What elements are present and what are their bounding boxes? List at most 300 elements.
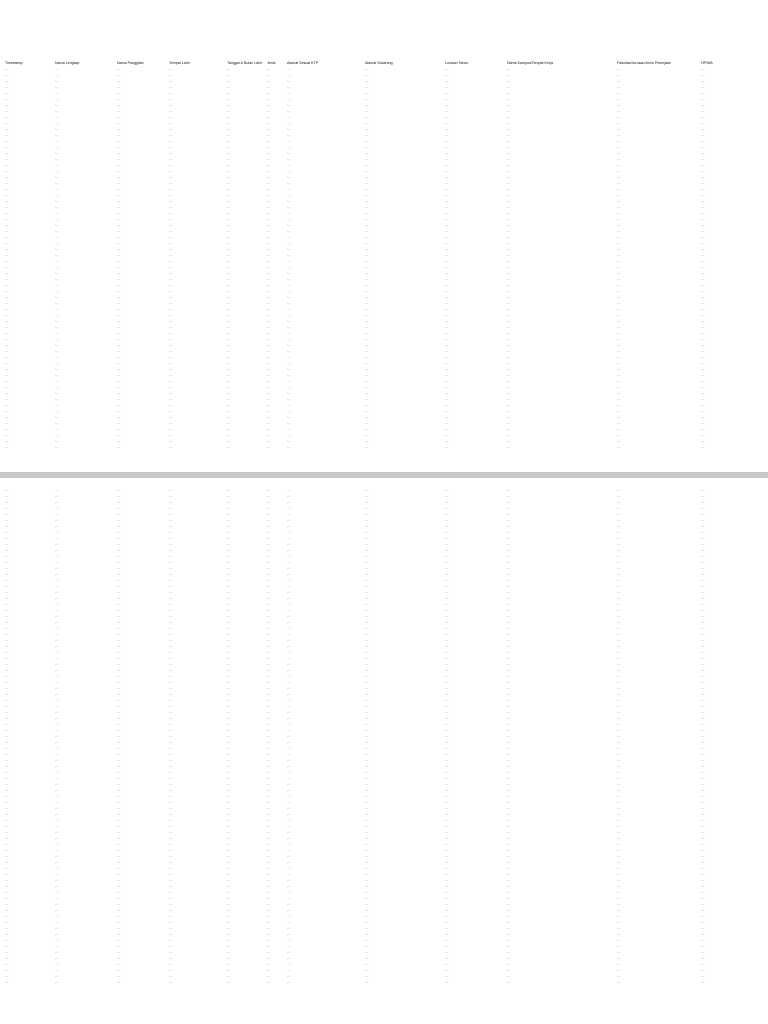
table-cell: … — [507, 620, 511, 625]
table-cell: … — [227, 890, 231, 895]
table-cell: … — [701, 139, 705, 144]
table-cell: … — [507, 920, 511, 925]
table-cell: … — [287, 79, 291, 84]
table-cell: … — [445, 644, 449, 649]
table-cell: … — [55, 199, 59, 204]
table-cell: … — [169, 331, 173, 336]
table-cell: … — [701, 319, 705, 324]
table-cell: … — [507, 914, 511, 919]
table-cell: … — [617, 506, 621, 511]
table-cell: … — [365, 367, 369, 372]
table-cell: … — [701, 283, 705, 288]
table-cell: … — [507, 716, 511, 721]
table-cell: … — [169, 542, 173, 547]
table-cell: … — [617, 349, 621, 354]
table-cell: … — [365, 920, 369, 925]
table-cell: … — [5, 554, 9, 559]
table-cell: … — [117, 632, 121, 637]
table-cell: … — [287, 770, 291, 775]
table-cell: … — [507, 890, 511, 895]
table-cell: … — [287, 656, 291, 661]
table-cell: … — [445, 680, 449, 685]
table-cell: … — [227, 181, 231, 186]
table-cell: … — [5, 794, 9, 799]
table-cell: … — [507, 548, 511, 553]
table-cell: … — [617, 614, 621, 619]
table-cell: … — [617, 722, 621, 727]
table-cell: … — [701, 734, 705, 739]
table-cell: … — [445, 187, 449, 192]
table-cell: … — [507, 572, 511, 577]
table-cell: … — [55, 854, 59, 859]
table-cell: … — [617, 229, 621, 234]
table-cell: … — [507, 788, 511, 793]
table-cell: … — [169, 488, 173, 493]
table-cell: … — [55, 554, 59, 559]
table-cell: … — [227, 223, 231, 228]
table-cell: … — [5, 271, 9, 276]
table-cell: … — [617, 776, 621, 781]
table-cell: … — [617, 325, 621, 330]
table-cell: … — [267, 668, 271, 673]
table-cell: … — [267, 409, 271, 414]
table-cell: … — [169, 391, 173, 396]
table-cell: … — [701, 692, 705, 697]
table-cell: … — [445, 133, 449, 138]
table-cell: … — [701, 145, 705, 150]
table-cell: … — [617, 439, 621, 444]
table-cell: … — [701, 566, 705, 571]
table-cell: … — [267, 277, 271, 282]
table-cell: … — [445, 530, 449, 535]
table-cell: … — [169, 307, 173, 312]
table-cell: … — [445, 698, 449, 703]
table-cell: … — [507, 872, 511, 877]
table-cell: … — [55, 914, 59, 919]
table-cell: … — [701, 409, 705, 414]
table-cell: … — [267, 638, 271, 643]
table-cell: … — [267, 223, 271, 228]
table-cell: … — [445, 686, 449, 691]
table-cell: … — [5, 542, 9, 547]
table-cell: … — [267, 133, 271, 138]
table-cell: … — [227, 259, 231, 264]
table-cell: … — [445, 343, 449, 348]
table-cell: … — [507, 265, 511, 270]
table-cell: … — [227, 295, 231, 300]
table-cell: … — [617, 343, 621, 348]
table-cell: … — [227, 343, 231, 348]
table-cell: … — [169, 884, 173, 889]
table-cell: … — [507, 355, 511, 360]
table-cell: … — [445, 494, 449, 499]
table-cell: … — [617, 680, 621, 685]
table-cell: … — [617, 379, 621, 384]
table-cell: … — [55, 331, 59, 336]
table-cell: … — [5, 403, 9, 408]
table-cell: … — [701, 175, 705, 180]
table-cell: … — [169, 722, 173, 727]
table-cell: … — [117, 325, 121, 330]
table-cell: … — [507, 662, 511, 667]
table-cell: … — [5, 884, 9, 889]
table-cell: … — [287, 608, 291, 613]
table-cell: … — [365, 728, 369, 733]
table-cell: … — [169, 199, 173, 204]
table-cell: … — [701, 542, 705, 547]
table-cell: … — [117, 908, 121, 913]
table-cell: … — [5, 223, 9, 228]
table-cell: … — [267, 349, 271, 354]
table-cell: … — [287, 710, 291, 715]
table-cell: … — [287, 626, 291, 631]
table-cell: … — [267, 866, 271, 871]
table-cell: … — [117, 187, 121, 192]
table-cell: … — [227, 157, 231, 162]
table-cell: … — [445, 734, 449, 739]
table-cell: … — [117, 938, 121, 943]
table-cell: … — [445, 782, 449, 787]
table-cell: … — [117, 253, 121, 258]
table-cell: … — [267, 253, 271, 258]
table-cell: … — [227, 740, 231, 745]
table-cell: … — [169, 626, 173, 631]
table-cell: … — [507, 680, 511, 685]
table-cell: … — [445, 271, 449, 276]
table-cell: … — [5, 668, 9, 673]
table-cell: … — [617, 97, 621, 102]
table-cell: … — [287, 91, 291, 96]
table-cell: … — [267, 944, 271, 949]
table-cell: … — [287, 157, 291, 162]
table-cell: … — [445, 229, 449, 234]
table-cell: … — [365, 962, 369, 967]
table-cell: … — [227, 397, 231, 402]
table-cell: … — [445, 560, 449, 565]
table-cell: … — [507, 962, 511, 967]
table-cell: … — [227, 229, 231, 234]
table-cell: … — [169, 187, 173, 192]
table-cell: … — [227, 608, 231, 613]
table-cell: … — [701, 614, 705, 619]
table-cell: … — [117, 223, 121, 228]
table-cell: … — [617, 962, 621, 967]
table-cell: … — [55, 403, 59, 408]
table-cell: … — [169, 872, 173, 877]
table-cell: … — [287, 944, 291, 949]
table-cell: … — [507, 782, 511, 787]
table-cell: … — [701, 548, 705, 553]
table-cell: … — [55, 133, 59, 138]
table-cell: … — [365, 235, 369, 240]
table-cell: … — [267, 259, 271, 264]
table-cell: … — [507, 133, 511, 138]
table-cell: … — [267, 818, 271, 823]
table-cell: … — [55, 103, 59, 108]
table-cell: … — [507, 818, 511, 823]
table-cell: … — [701, 277, 705, 282]
table-cell: … — [701, 890, 705, 895]
table-cell: … — [169, 67, 173, 72]
table-cell: … — [267, 530, 271, 535]
table-cell: … — [267, 884, 271, 889]
table-cell: … — [55, 560, 59, 565]
table-cell: … — [267, 109, 271, 114]
table-cell: … — [507, 421, 511, 426]
table-cell: … — [701, 433, 705, 438]
table-cell: … — [5, 602, 9, 607]
table-cell: … — [445, 445, 449, 450]
table-cell: … — [365, 704, 369, 709]
table-cell: … — [169, 181, 173, 186]
table-cell: … — [169, 686, 173, 691]
table-cell: … — [117, 566, 121, 571]
table-cell: … — [507, 932, 511, 937]
table-cell: … — [287, 938, 291, 943]
table-cell: … — [507, 518, 511, 523]
table-cell: … — [267, 596, 271, 601]
table-cell: … — [365, 127, 369, 132]
table-cell: … — [701, 265, 705, 270]
table-cell: … — [55, 343, 59, 348]
table-cell: … — [227, 752, 231, 757]
table-cell: … — [701, 776, 705, 781]
table-cell: … — [227, 710, 231, 715]
table-cell: … — [287, 854, 291, 859]
table-cell: … — [507, 878, 511, 883]
table-cell: … — [55, 680, 59, 685]
table-cell: … — [5, 103, 9, 108]
table-cell: … — [507, 632, 511, 637]
table-cell: … — [365, 716, 369, 721]
table-cell: … — [617, 367, 621, 372]
table-cell: … — [287, 235, 291, 240]
table-cell: … — [617, 692, 621, 697]
table-cell: … — [365, 199, 369, 204]
table-cell: … — [617, 620, 621, 625]
table-cell: … — [507, 157, 511, 162]
table-cell: … — [507, 103, 511, 108]
table-cell: … — [267, 896, 271, 901]
table-cell: … — [55, 500, 59, 505]
table-cell: … — [617, 500, 621, 505]
table-cell: … — [5, 265, 9, 270]
table-cell: … — [701, 439, 705, 444]
table-cell: … — [117, 500, 121, 505]
table-cell: … — [169, 692, 173, 697]
table-cell: … — [5, 349, 9, 354]
table-cell: … — [365, 848, 369, 853]
table-cell: … — [5, 97, 9, 102]
table-cell: … — [701, 638, 705, 643]
table-cell: … — [445, 109, 449, 114]
table-cell: … — [267, 145, 271, 150]
table-cell: … — [287, 962, 291, 967]
table-cell: … — [287, 151, 291, 156]
table-cell: … — [365, 187, 369, 192]
table-cell: … — [617, 109, 621, 114]
table-cell: … — [267, 848, 271, 853]
table-cell: … — [267, 199, 271, 204]
table-cell: … — [507, 806, 511, 811]
table-cell: … — [507, 397, 511, 402]
table-cell: … — [267, 878, 271, 883]
table-cell: … — [365, 67, 369, 72]
table-cell: … — [287, 728, 291, 733]
table-cell: … — [445, 902, 449, 907]
table-cell: … — [507, 740, 511, 745]
table-cell: … — [365, 554, 369, 559]
table-cell: … — [55, 674, 59, 679]
table-cell: … — [445, 722, 449, 727]
table-cell: … — [507, 812, 511, 817]
table-cell: … — [701, 662, 705, 667]
table-cell: … — [117, 439, 121, 444]
table-cell: … — [365, 295, 369, 300]
table-cell: … — [445, 349, 449, 354]
table-cell: … — [287, 488, 291, 493]
table-cell: … — [117, 151, 121, 156]
table-cell: … — [507, 698, 511, 703]
table-cell: … — [507, 536, 511, 541]
table-cell: … — [5, 169, 9, 174]
table-cell: … — [507, 590, 511, 595]
table-cell: … — [507, 674, 511, 679]
table-cell: … — [287, 866, 291, 871]
table-cell: … — [5, 127, 9, 132]
table-cell: … — [617, 758, 621, 763]
table-cell: … — [617, 650, 621, 655]
table-cell: … — [701, 752, 705, 757]
table-cell: … — [169, 103, 173, 108]
table-cell: … — [701, 944, 705, 949]
table-cell: … — [617, 163, 621, 168]
table-cell: … — [117, 259, 121, 264]
table-cell: … — [507, 764, 511, 769]
table-cell: … — [267, 974, 271, 979]
table-cell: … — [445, 980, 449, 985]
table-cell: … — [445, 367, 449, 372]
table-cell: … — [169, 572, 173, 577]
table-cell: … — [617, 67, 621, 72]
table-cell: … — [227, 548, 231, 553]
table-cell: … — [287, 115, 291, 120]
table-cell: … — [55, 151, 59, 156]
table-cell: … — [445, 409, 449, 414]
table-cell: … — [617, 938, 621, 943]
table-cell: … — [117, 247, 121, 252]
table-cell: … — [117, 638, 121, 643]
table-cell: … — [227, 566, 231, 571]
table-cell: … — [169, 121, 173, 126]
table-cell: … — [55, 926, 59, 931]
table-cell: … — [617, 103, 621, 108]
table-cell: … — [617, 211, 621, 216]
table-cell: … — [365, 355, 369, 360]
table-cell: … — [507, 686, 511, 691]
table-cell: … — [169, 944, 173, 949]
table-cell: … — [267, 445, 271, 450]
table-cell: … — [701, 812, 705, 817]
table-cell: … — [227, 824, 231, 829]
table-cell: … — [617, 205, 621, 210]
table-cell: … — [445, 848, 449, 853]
table-cell: … — [365, 710, 369, 715]
table-cell: … — [617, 638, 621, 643]
table-cell: … — [701, 337, 705, 342]
table-cell: … — [227, 962, 231, 967]
table-cell: … — [617, 121, 621, 126]
table-cell: … — [169, 758, 173, 763]
table-cell: … — [365, 337, 369, 342]
table-cell: … — [701, 205, 705, 210]
table-cell: … — [507, 403, 511, 408]
table-cell: … — [227, 247, 231, 252]
table-cell: … — [365, 385, 369, 390]
table-cell: … — [617, 890, 621, 895]
table-cell: … — [701, 73, 705, 78]
table-cell: … — [287, 494, 291, 499]
table-cell: … — [267, 602, 271, 607]
table-cell: … — [287, 295, 291, 300]
table-cell: … — [701, 608, 705, 613]
table-cell: … — [365, 205, 369, 210]
table-cell: … — [701, 770, 705, 775]
table-cell: … — [445, 896, 449, 901]
table-cell: … — [445, 842, 449, 847]
table-cell: … — [701, 974, 705, 979]
table-cell: … — [507, 409, 511, 414]
table-cell: … — [117, 79, 121, 84]
table-cell: … — [55, 872, 59, 877]
table-cell: … — [55, 818, 59, 823]
table-cell: … — [287, 373, 291, 378]
table-cell: … — [445, 944, 449, 949]
table-cell: … — [5, 445, 9, 450]
table-cell: … — [5, 878, 9, 883]
table-cell: … — [267, 608, 271, 613]
table-cell: … — [117, 926, 121, 931]
table-cell: … — [507, 343, 511, 348]
table-cell: … — [617, 433, 621, 438]
table-cell: … — [5, 890, 9, 895]
table-cell: … — [365, 854, 369, 859]
table-cell: … — [55, 223, 59, 228]
table-cell: … — [169, 596, 173, 601]
table-cell: … — [365, 253, 369, 258]
table-cell: … — [5, 740, 9, 745]
table-cell: … — [169, 253, 173, 258]
table-cell: … — [5, 199, 9, 204]
table-cell: … — [169, 530, 173, 535]
header-nama-panggilan: Nama Panggilan — [117, 61, 144, 66]
table-cell: … — [287, 704, 291, 709]
header-alamat-sekarang: Alamat Sekarang — [365, 61, 393, 66]
table-cell: … — [117, 313, 121, 318]
table-cell: … — [507, 896, 511, 901]
table-cell: … — [169, 289, 173, 294]
table-cell: … — [617, 145, 621, 150]
table-cell: … — [55, 782, 59, 787]
table-cell: … — [287, 896, 291, 901]
table-cell: … — [267, 151, 271, 156]
table-cell: … — [445, 776, 449, 781]
table-cell: … — [617, 944, 621, 949]
header-nama-kampus: Nama Kampus/Tempat Kerja — [507, 61, 553, 66]
table-cell: … — [5, 79, 9, 84]
table-cell: … — [287, 385, 291, 390]
table-cell: … — [117, 433, 121, 438]
